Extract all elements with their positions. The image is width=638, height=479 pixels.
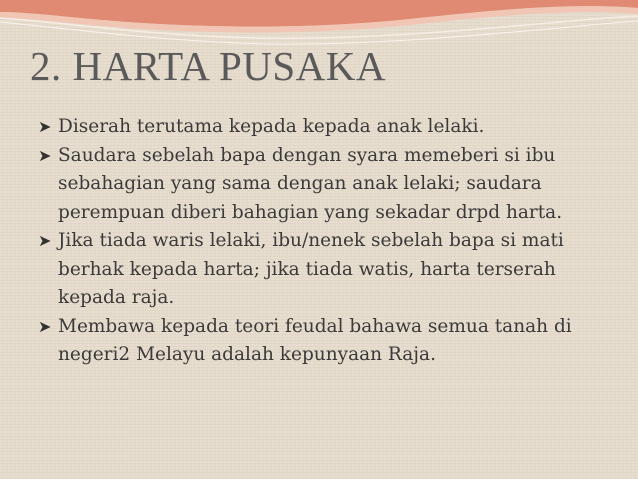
bullet-list xyxy=(38,113,598,370)
bullet-item xyxy=(38,142,598,228)
arrow-bullet-icon: ➤ xyxy=(38,145,52,165)
bullet-text: Saudara sebelah bapa dengan syara memeberi si ibu sebahagian yang sama dengan anak lelaki; saudara perempuan diberi bahagian yang sekadar drpd harta. xyxy=(58,144,563,223)
arrow-bullet-icon: ➤ xyxy=(38,316,52,336)
bullet-text: Jika tiada waris lelaki, ibu/nenek sebelah bapa si mati berhak kepada harta; jika tiada watis, harta terserah kepada raja. xyxy=(58,230,564,308)
bullet-text: Membawa kepada teori feudal bahawa semua tanah di negeri2 Melayu adalah kepunyaan Raja. xyxy=(58,315,572,365)
bullet-item xyxy=(38,313,598,370)
arrow-bullet-icon: ➤ xyxy=(38,117,52,136)
bullet-item xyxy=(38,227,598,313)
bullet-item xyxy=(38,113,598,142)
slide-title: 2. HARTA PUSAKA xyxy=(30,43,386,89)
arrow-bullet-icon: ➤ xyxy=(38,231,52,250)
bullet-text: Diserah terutama kepada kepada anak lelaki. xyxy=(58,116,485,137)
